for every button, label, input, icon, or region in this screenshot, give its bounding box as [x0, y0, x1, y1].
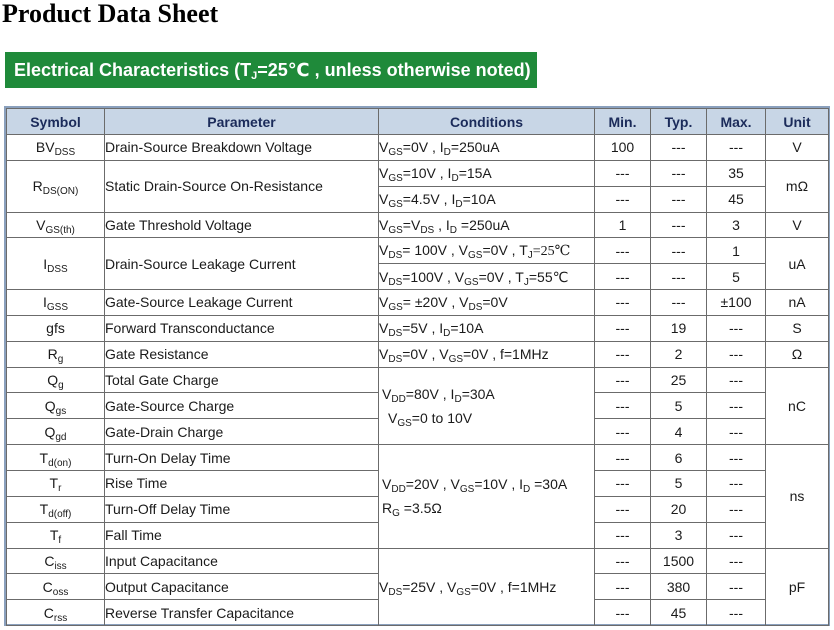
parameter-cell: Forward Transconductance [105, 315, 379, 341]
parameter-cell: Turn-Off Delay Time [105, 496, 379, 522]
parameter-cell: Gate Resistance [105, 341, 379, 367]
table-row [7, 238, 829, 264]
symbol-main: I [42, 294, 47, 311]
conditions-cell [379, 135, 595, 161]
cond-text: =80V , I [405, 385, 455, 402]
cond-sub: DD [391, 393, 406, 405]
symbol-main: Q [47, 372, 59, 389]
cond-sub: DS [388, 328, 403, 340]
cond-text: =0V , f=1MHz [463, 346, 549, 363]
cond-text: =30A [461, 385, 495, 402]
symbol-main: R [47, 346, 58, 363]
table-row [7, 367, 829, 393]
parameter-cell: Output Capacitance [105, 574, 379, 600]
parameter-cell: Reverse Transfer Capacitance [105, 600, 379, 626]
cond-text: V [379, 268, 389, 285]
symbol-sub: GSS [46, 302, 68, 314]
typ-cell: 2 [651, 341, 707, 367]
electrical-characteristics-table [6, 108, 829, 626]
symbol-cell: gfs [7, 315, 105, 341]
max-cell: --- [707, 135, 766, 161]
cond-text: =250uA [450, 139, 500, 156]
unit-cell: Ω [766, 341, 829, 367]
symbol-main: Q [44, 397, 56, 414]
max-cell: --- [707, 341, 766, 367]
cond-text: =0 to 10V [411, 409, 473, 426]
table-row [7, 212, 829, 238]
cond-sub: D [455, 199, 463, 211]
symbol-cell [7, 522, 105, 548]
typ-cell: --- [651, 212, 707, 238]
conditions-cell [379, 548, 595, 626]
max-cell: --- [707, 522, 766, 548]
symbol-main: I [43, 255, 48, 272]
unit-cell: S [766, 315, 829, 341]
cond-sub: GS [388, 147, 403, 159]
parameter-cell: Drain-Source Breakdown Voltage [105, 135, 379, 161]
parameter-cell: Turn-On Delay Time [105, 445, 379, 471]
conditions-cell [379, 212, 595, 238]
banner-suffix: =25℃ , unless otherwise noted) [257, 60, 531, 80]
parameter-cell: Total Gate Charge [105, 367, 379, 393]
cond-sub: GS [468, 249, 483, 261]
symbol-main: R [32, 178, 43, 195]
symbol-cell [7, 496, 105, 522]
symbol-cell [7, 238, 105, 290]
parameter-cell: Gate Threshold Voltage [105, 212, 379, 238]
cond-line [382, 472, 594, 496]
cond-text: =250uA [457, 216, 510, 233]
typ-cell: 5 [651, 470, 707, 496]
cond-text: =25V , V [402, 578, 457, 595]
min-cell: --- [595, 238, 651, 264]
cond-sub: D [523, 484, 531, 496]
table-row [7, 160, 829, 186]
cond-sub: GS [448, 354, 464, 366]
cond-line [382, 382, 594, 406]
cond-text: =0V , f=1MHz [470, 578, 557, 595]
unit-cell: ns [766, 445, 829, 548]
table-row [7, 341, 829, 367]
cond-text: = 100V , V [402, 241, 469, 258]
symbol-sub: DSS [54, 147, 76, 159]
min-cell: --- [595, 341, 651, 367]
cond-text: =0V , T [482, 241, 528, 258]
cond-text: V [382, 385, 392, 402]
cond-sub: J [527, 249, 533, 261]
cond-text: =0V [482, 294, 508, 311]
cond-line [382, 406, 594, 430]
cond-text: =30A [530, 476, 568, 493]
max-cell: --- [707, 496, 766, 522]
section-banner [5, 52, 537, 88]
unit-cell: uA [766, 238, 829, 290]
symbol-cell [7, 341, 105, 367]
header-conditions: Conditions [379, 109, 595, 135]
cond-text: =5V , I [402, 320, 444, 337]
cond-text: =0V , V [402, 346, 449, 363]
cond-sub: D [443, 147, 451, 159]
cond-text: V [379, 346, 389, 363]
min-cell: --- [595, 522, 651, 548]
symbol-cell [7, 419, 105, 445]
cond-text: =10V , I [474, 476, 523, 493]
symbol-main: T [49, 527, 59, 544]
cond-text: V [379, 320, 389, 337]
header-parameter: Parameter [105, 109, 379, 135]
symbol-cell [7, 135, 105, 161]
cond-sub: D [443, 328, 451, 340]
cond-text: V [379, 241, 389, 258]
max-cell: --- [707, 445, 766, 471]
symbol-sub: g [58, 380, 64, 392]
cond-sub: DS [388, 354, 403, 366]
conditions-cell [379, 238, 595, 264]
symbol-cell [7, 393, 105, 419]
max-cell: 3 [707, 212, 766, 238]
symbol-cell [7, 290, 105, 316]
max-cell: 45 [707, 186, 766, 212]
unit-cell: pF [766, 548, 829, 626]
symbol-sub: GS(th) [45, 224, 75, 236]
cond-text: =55℃ [528, 268, 569, 285]
parameter-cell: Gate-Drain Charge [105, 419, 379, 445]
max-cell: --- [707, 600, 766, 626]
cond-text: =10V , I [402, 165, 452, 182]
conditions-cell [379, 315, 595, 341]
conditions-cell [379, 341, 595, 367]
min-cell: --- [595, 445, 651, 471]
min-cell: --- [595, 419, 651, 445]
max-cell: --- [707, 315, 766, 341]
symbol-sub: rss [53, 612, 68, 624]
cond-text: V [379, 139, 389, 156]
cond-sub: DS [388, 586, 403, 598]
cond-text: =V [402, 216, 421, 233]
max-cell: --- [707, 367, 766, 393]
typ-cell: 6 [651, 445, 707, 471]
symbol-main: BV [35, 139, 55, 156]
cond-text: V [379, 578, 389, 595]
symbol-sub: DS(ON) [42, 186, 79, 198]
symbol-sub: gs [55, 405, 67, 417]
cond-sub: GS [459, 484, 475, 496]
cond-sub: GS [388, 199, 403, 211]
typ-cell: 3 [651, 522, 707, 548]
symbol-cell [7, 445, 105, 471]
parameter-cell: Gate-Source Charge [105, 393, 379, 419]
symbol-main: C [43, 604, 54, 621]
unit-cell: V [766, 212, 829, 238]
cond-sub: DD [391, 484, 406, 496]
typ-cell: 20 [651, 496, 707, 522]
cond-line [382, 496, 594, 520]
cond-sub: G [392, 508, 400, 520]
conditions-cell [379, 160, 595, 186]
max-cell: 5 [707, 264, 766, 290]
min-cell: --- [595, 315, 651, 341]
min-cell: --- [595, 600, 651, 626]
cond-sub: D [454, 393, 462, 405]
banner-prefix: Electrical Characteristics (T [14, 60, 252, 80]
symbol-sub: d(on) [48, 457, 72, 469]
cond-text: =3.5Ω [399, 500, 442, 517]
banner-sub: J [251, 70, 258, 82]
parameter-cell: Fall Time [105, 522, 379, 548]
max-cell: --- [707, 419, 766, 445]
symbol-main: Q [44, 423, 56, 440]
parameter-cell: Static Drain-Source On-Resistance [105, 160, 379, 212]
unit-cell: nC [766, 367, 829, 445]
symbol-cell [7, 212, 105, 238]
min-cell: --- [595, 496, 651, 522]
symbol-cell [7, 367, 105, 393]
symbol-cell [7, 160, 105, 212]
conditions-cell [379, 367, 595, 445]
cond-text: , I [434, 216, 450, 233]
cond-text: = ±20V , V [402, 294, 469, 311]
symbol-sub: g [57, 354, 64, 366]
max-cell: --- [707, 393, 766, 419]
parameter-cell: Drain-Source Leakage Current [105, 238, 379, 290]
header-typ: Typ. [651, 109, 707, 135]
min-cell: --- [595, 160, 651, 186]
typ-cell: 45 [651, 600, 707, 626]
typ-cell: --- [651, 135, 707, 161]
min-cell: --- [595, 548, 651, 574]
cond-text: =10A [450, 320, 484, 337]
symbol-sub: d(off) [48, 509, 72, 521]
cond-sub: DS [388, 276, 403, 288]
header-symbol: Symbol [7, 109, 105, 135]
symbol-cell [7, 548, 105, 574]
symbol-main: T [39, 449, 49, 466]
unit-cell: V [766, 135, 829, 161]
min-cell: --- [595, 367, 651, 393]
typ-cell: 1500 [651, 548, 707, 574]
typ-cell: --- [651, 264, 707, 290]
symbol-cell [7, 574, 105, 600]
parameter-cell: Gate-Source Leakage Current [105, 290, 379, 316]
cond-text: =100V , V [402, 268, 465, 285]
conditions-cell [379, 445, 595, 548]
typ-cell: 25 [651, 367, 707, 393]
symbol-main: T [49, 475, 59, 492]
symbol-sub: gd [55, 431, 67, 443]
min-cell: --- [595, 264, 651, 290]
conditions-cell [379, 186, 595, 212]
max-cell: ±100 [707, 290, 766, 316]
header-row [7, 109, 829, 135]
typ-cell: --- [651, 238, 707, 264]
cond-text: V [379, 191, 389, 208]
table-row [7, 135, 829, 161]
cond-sub: GS [388, 224, 403, 236]
cond-text: =15A [458, 165, 492, 182]
cond-text: R [382, 500, 393, 517]
cond-sub: GS [464, 276, 479, 288]
typ-cell: --- [651, 290, 707, 316]
cond-sub: GS [456, 586, 471, 598]
table-row [7, 315, 829, 341]
unit-cell: nA [766, 290, 829, 316]
symbol-cell [7, 470, 105, 496]
min-cell: --- [595, 186, 651, 212]
typ-cell: 19 [651, 315, 707, 341]
cond-sub: DS [420, 224, 435, 236]
max-cell: --- [707, 548, 766, 574]
table-row [7, 548, 829, 574]
cond-text: V [382, 476, 392, 493]
typ-cell: 4 [651, 419, 707, 445]
cond-text: V [379, 216, 389, 233]
min-cell: --- [595, 290, 651, 316]
parameter-cell: Input Capacitance [105, 548, 379, 574]
table-row [7, 445, 829, 471]
conditions-cell [379, 290, 595, 316]
cond-sub: DS [388, 249, 403, 261]
min-cell: --- [595, 574, 651, 600]
cond-sub: D [451, 173, 459, 185]
document-title: Product Data Sheet [2, 0, 219, 28]
symbol-main: T [39, 501, 49, 518]
cond-sub: DS [468, 302, 483, 314]
typ-cell: --- [651, 186, 707, 212]
max-cell: 35 [707, 160, 766, 186]
header-min: Min. [595, 109, 651, 135]
symbol-sub: oss [52, 586, 69, 598]
cond-text: =10A [462, 191, 496, 208]
min-cell: --- [595, 393, 651, 419]
unit-cell: mΩ [766, 160, 829, 212]
cond-sub: D [449, 224, 458, 236]
symbol-sub: DSS [47, 263, 68, 275]
table-row [7, 290, 829, 316]
max-cell: --- [707, 470, 766, 496]
cond-text: =0V , T [478, 268, 524, 285]
header-max: Max. [707, 109, 766, 135]
conditions-cell [379, 264, 595, 290]
cond-sub: GS [388, 173, 403, 185]
typ-cell: 380 [651, 574, 707, 600]
typ-cell: 5 [651, 393, 707, 419]
symbol-sub: r [58, 483, 62, 495]
cond-sub: GS [388, 302, 403, 314]
cond-text: =0V , I [402, 139, 444, 156]
header-unit: Unit [766, 109, 829, 135]
max-cell: 1 [707, 238, 766, 264]
cond-text: V [388, 409, 398, 426]
parameter-cell: Rise Time [105, 470, 379, 496]
symbol-sub: iss [54, 560, 67, 572]
cond-text: V [379, 165, 389, 182]
cond-text: =25℃ [532, 243, 571, 259]
min-cell: 1 [595, 212, 651, 238]
cond-sub: J [523, 276, 529, 288]
cond-text: V [379, 294, 389, 311]
cond-text: =20V , V [405, 476, 460, 493]
symbol-main: C [42, 578, 53, 595]
min-cell: --- [595, 470, 651, 496]
symbol-sub: f [58, 535, 62, 547]
symbol-cell [7, 600, 105, 626]
cond-sub: GS [397, 417, 412, 429]
typ-cell: --- [651, 160, 707, 186]
symbol-main: V [36, 216, 46, 233]
symbol-main: C [44, 552, 55, 569]
min-cell: 100 [595, 135, 651, 161]
max-cell: --- [707, 574, 766, 600]
cond-text: =4.5V , I [402, 191, 456, 208]
